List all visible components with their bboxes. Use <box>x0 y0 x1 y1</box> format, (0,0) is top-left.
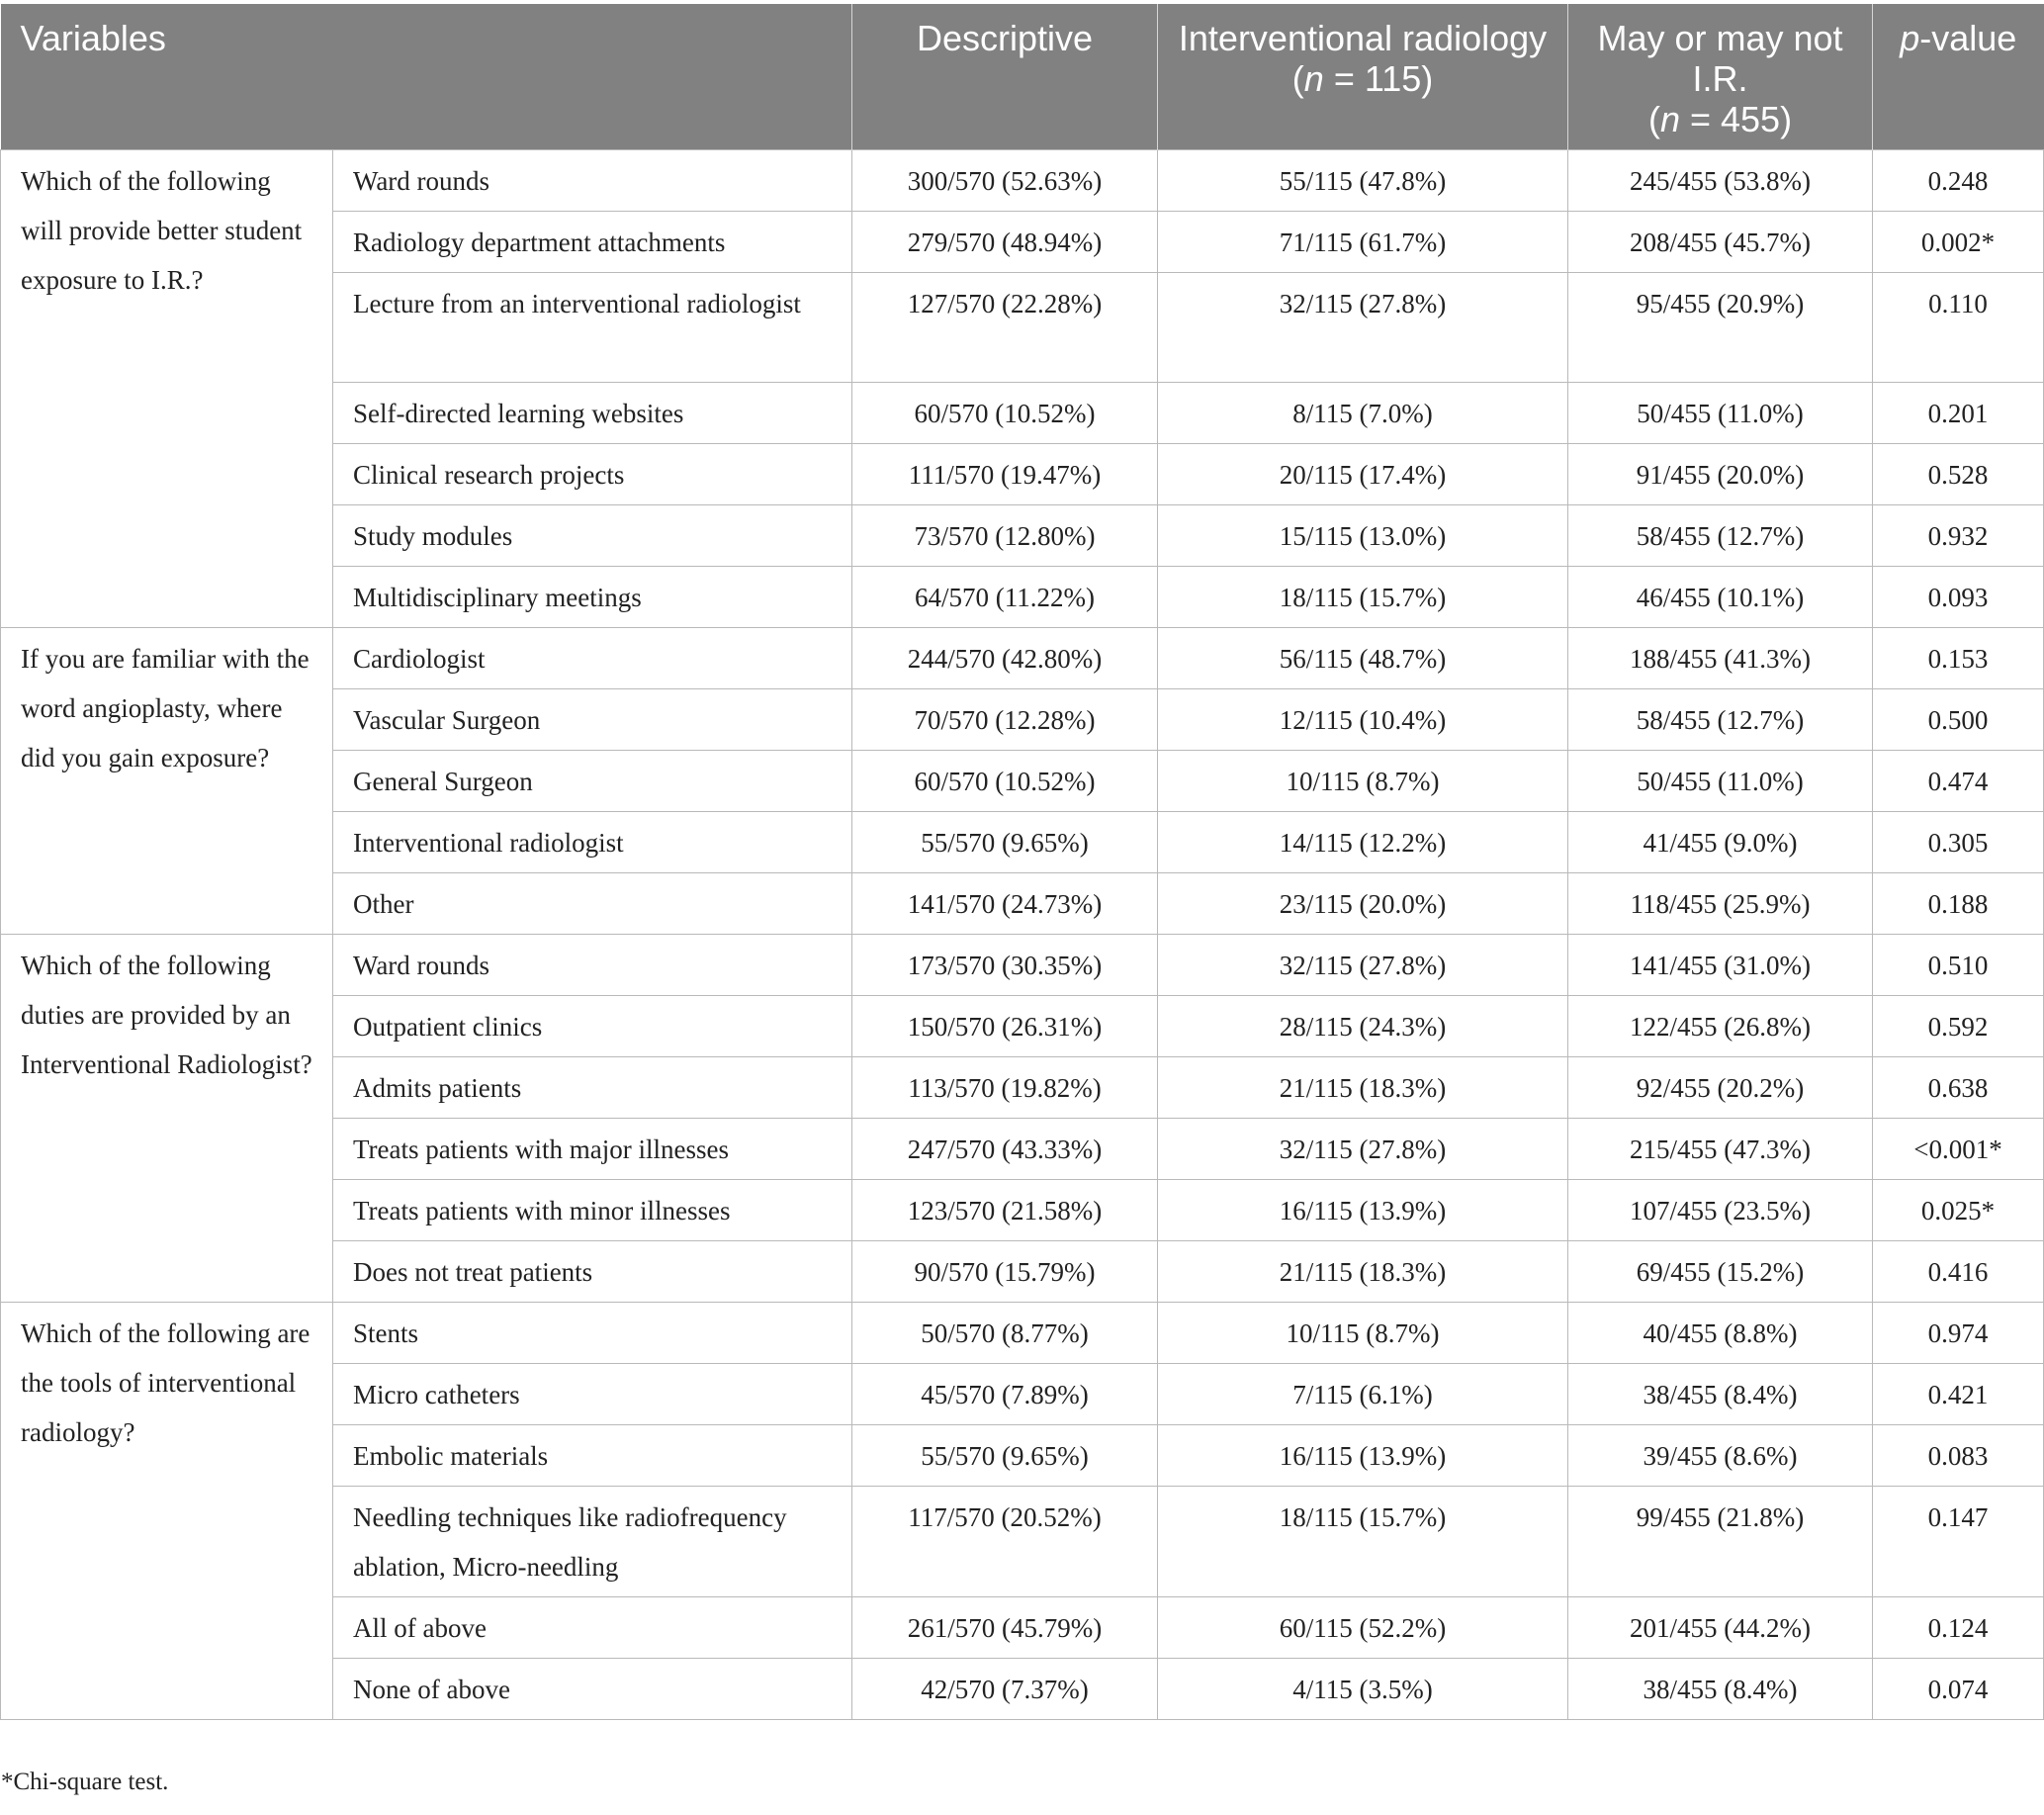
item-cell: Stents <box>333 1303 852 1364</box>
ir-cell: 8/115 (7.0%) <box>1158 383 1568 444</box>
item-cell: Other <box>333 873 852 935</box>
p-value-cell: 0.248 <box>1873 150 2044 212</box>
descriptive-cell: 113/570 (19.82%) <box>852 1057 1158 1119</box>
ir-cell: 10/115 (8.7%) <box>1158 751 1568 812</box>
p-value-cell: 0.147 <box>1873 1487 2044 1597</box>
item-cell: Does not treat patients <box>333 1241 852 1303</box>
ir-cell: 16/115 (13.9%) <box>1158 1425 1568 1487</box>
p-value-cell: 0.074 <box>1873 1659 2044 1720</box>
p-value-cell: 0.093 <box>1873 567 2044 628</box>
may-or-may-not-cell: 122/455 (26.8%) <box>1568 996 1873 1057</box>
may-or-may-not-cell: 95/455 (20.9%) <box>1568 273 1873 383</box>
may-or-may-not-cell: 41/455 (9.0%) <box>1568 812 1873 873</box>
descriptive-cell: 50/570 (8.77%) <box>852 1303 1158 1364</box>
item-cell: Ward rounds <box>333 935 852 996</box>
descriptive-cell: 55/570 (9.65%) <box>852 812 1158 873</box>
may-or-may-not-cell: 39/455 (8.6%) <box>1568 1425 1873 1487</box>
ir-cell: 21/115 (18.3%) <box>1158 1241 1568 1303</box>
ir-cell: 32/115 (27.8%) <box>1158 935 1568 996</box>
table-row <box>1 628 2044 689</box>
descriptive-cell: 141/570 (24.73%) <box>852 873 1158 935</box>
may-or-may-not-cell: 40/455 (8.8%) <box>1568 1303 1873 1364</box>
question-cell: Which of the following duties are provided by an Interventional Radiologist? <box>1 935 333 1303</box>
may-or-may-not-cell: 245/455 (53.8%) <box>1568 150 1873 212</box>
p-value-cell: <0.001* <box>1873 1119 2044 1180</box>
ir-cell: 20/115 (17.4%) <box>1158 444 1568 505</box>
item-cell: None of above <box>333 1659 852 1720</box>
item-cell: Self-directed learning websites <box>333 383 852 444</box>
p-value-cell: 0.416 <box>1873 1241 2044 1303</box>
descriptive-cell: 244/570 (42.80%) <box>852 628 1158 689</box>
header-descriptive: Descriptive <box>852 4 1158 150</box>
ir-cell: 32/115 (27.8%) <box>1158 273 1568 383</box>
p-value-cell: 0.153 <box>1873 628 2044 689</box>
ir-cell: 12/115 (10.4%) <box>1158 689 1568 751</box>
may-or-may-not-cell: 69/455 (15.2%) <box>1568 1241 1873 1303</box>
item-cell: Interventional radiologist <box>333 812 852 873</box>
p-value-cell: 0.305 <box>1873 812 2044 873</box>
may-or-may-not-cell: 215/455 (47.3%) <box>1568 1119 1873 1180</box>
ir-cell: 60/115 (52.2%) <box>1158 1597 1568 1659</box>
descriptive-cell: 123/570 (21.58%) <box>852 1180 1158 1241</box>
ir-cell: 10/115 (8.7%) <box>1158 1303 1568 1364</box>
descriptive-cell: 55/570 (9.65%) <box>852 1425 1158 1487</box>
item-cell: Vascular Surgeon <box>333 689 852 751</box>
item-cell: Study modules <box>333 505 852 567</box>
descriptive-cell: 127/570 (22.28%) <box>852 273 1158 383</box>
p-value-cell: 0.124 <box>1873 1597 2044 1659</box>
table-header <box>1 4 2044 150</box>
item-cell: Embolic materials <box>333 1425 852 1487</box>
descriptive-cell: 247/570 (43.33%) <box>852 1119 1158 1180</box>
p-value-cell: 0.500 <box>1873 689 2044 751</box>
ir-cell: 4/115 (3.5%) <box>1158 1659 1568 1720</box>
ir-cell: 7/115 (6.1%) <box>1158 1364 1568 1425</box>
p-value-cell: 0.474 <box>1873 751 2044 812</box>
p-value-cell: 0.025* <box>1873 1180 2044 1241</box>
p-value-cell: 0.638 <box>1873 1057 2044 1119</box>
descriptive-cell: 111/570 (19.47%) <box>852 444 1158 505</box>
item-cell: Multidisciplinary meetings <box>333 567 852 628</box>
item-cell: Cardiologist <box>333 628 852 689</box>
descriptive-cell: 60/570 (10.52%) <box>852 751 1158 812</box>
descriptive-cell: 117/570 (20.52%) <box>852 1487 1158 1597</box>
p-value-cell: 0.528 <box>1873 444 2044 505</box>
ir-cell: 32/115 (27.8%) <box>1158 1119 1568 1180</box>
ir-cell: 71/115 (61.7%) <box>1158 212 1568 273</box>
may-or-may-not-cell: 58/455 (12.7%) <box>1568 689 1873 751</box>
item-cell: General Surgeon <box>333 751 852 812</box>
ir-cell: 21/115 (18.3%) <box>1158 1057 1568 1119</box>
descriptive-cell: 45/570 (7.89%) <box>852 1364 1158 1425</box>
descriptive-cell: 60/570 (10.52%) <box>852 383 1158 444</box>
may-or-may-not-cell: 99/455 (21.8%) <box>1568 1487 1873 1597</box>
footnote: *Chi-square test. <box>1 1769 169 1795</box>
ir-cell: 23/115 (20.0%) <box>1158 873 1568 935</box>
may-or-may-not-cell: 38/455 (8.4%) <box>1568 1659 1873 1720</box>
may-or-may-not-cell: 118/455 (25.9%) <box>1568 873 1873 935</box>
item-cell: Ward rounds <box>333 150 852 212</box>
descriptive-cell: 279/570 (48.94%) <box>852 212 1158 273</box>
may-or-may-not-cell: 50/455 (11.0%) <box>1568 751 1873 812</box>
p-value-cell: 0.932 <box>1873 505 2044 567</box>
descriptive-cell: 150/570 (26.31%) <box>852 996 1158 1057</box>
header-variables: Variables <box>1 4 852 150</box>
p-value-cell: 0.201 <box>1873 383 2044 444</box>
p-value-cell: 0.110 <box>1873 273 2044 383</box>
may-or-may-not-cell: 201/455 (44.2%) <box>1568 1597 1873 1659</box>
descriptive-cell: 261/570 (45.79%) <box>852 1597 1158 1659</box>
table-row <box>1 935 2044 996</box>
header-may-or-may-not: May or may not I.R. (n = 455) <box>1568 4 1873 150</box>
table-row <box>1 150 2044 212</box>
ir-cell: 55/115 (47.8%) <box>1158 150 1568 212</box>
table-body <box>1 150 2044 1720</box>
p-value-cell: 0.002* <box>1873 212 2044 273</box>
item-cell: Outpatient clinics <box>333 996 852 1057</box>
question-cell: If you are familiar with the word angioplasty, where did you gain exposure? <box>1 628 333 935</box>
descriptive-cell: 300/570 (52.63%) <box>852 150 1158 212</box>
p-value-cell: 0.083 <box>1873 1425 2044 1487</box>
item-cell: Lecture from an interventional radiologist <box>333 273 852 383</box>
p-value-cell: 0.510 <box>1873 935 2044 996</box>
p-value-cell: 0.592 <box>1873 996 2044 1057</box>
ir-cell: 28/115 (24.3%) <box>1158 996 1568 1057</box>
may-or-may-not-cell: 188/455 (41.3%) <box>1568 628 1873 689</box>
question-cell: Which of the following are the tools of interventional radiology? <box>1 1303 333 1720</box>
header-interventional-radiology: Interventional radiology (n = 115) <box>1158 4 1568 150</box>
descriptive-cell: 90/570 (15.79%) <box>852 1241 1158 1303</box>
may-or-may-not-cell: 92/455 (20.2%) <box>1568 1057 1873 1119</box>
p-value-cell: 0.974 <box>1873 1303 2044 1364</box>
ir-cell: 18/115 (15.7%) <box>1158 567 1568 628</box>
ir-cell: 56/115 (48.7%) <box>1158 628 1568 689</box>
ir-cell: 15/115 (13.0%) <box>1158 505 1568 567</box>
item-cell: Treats patients with minor illnesses <box>333 1180 852 1241</box>
may-or-may-not-cell: 58/455 (12.7%) <box>1568 505 1873 567</box>
item-cell: Micro catheters <box>333 1364 852 1425</box>
descriptive-cell: 173/570 (30.35%) <box>852 935 1158 996</box>
may-or-may-not-cell: 91/455 (20.0%) <box>1568 444 1873 505</box>
may-or-may-not-cell: 208/455 (45.7%) <box>1568 212 1873 273</box>
ir-cell: 16/115 (13.9%) <box>1158 1180 1568 1241</box>
item-cell: Admits patients <box>333 1057 852 1119</box>
item-cell: Clinical research projects <box>333 444 852 505</box>
descriptive-cell: 42/570 (7.37%) <box>852 1659 1158 1720</box>
descriptive-cell: 64/570 (11.22%) <box>852 567 1158 628</box>
may-or-may-not-cell: 107/455 (23.5%) <box>1568 1180 1873 1241</box>
ir-cell: 18/115 (15.7%) <box>1158 1487 1568 1597</box>
results-table <box>0 4 2044 1720</box>
header-p-value: p-value <box>1873 4 2044 150</box>
item-cell: Radiology department attachments <box>333 212 852 273</box>
descriptive-cell: 70/570 (12.28%) <box>852 689 1158 751</box>
question-cell: Which of the following will provide better student exposure to I.R.? <box>1 150 333 628</box>
item-cell: All of above <box>333 1597 852 1659</box>
may-or-may-not-cell: 50/455 (11.0%) <box>1568 383 1873 444</box>
p-value-cell: 0.421 <box>1873 1364 2044 1425</box>
item-cell: Treats patients with major illnesses <box>333 1119 852 1180</box>
may-or-may-not-cell: 38/455 (8.4%) <box>1568 1364 1873 1425</box>
p-value-cell: 0.188 <box>1873 873 2044 935</box>
ir-cell: 14/115 (12.2%) <box>1158 812 1568 873</box>
may-or-may-not-cell: 46/455 (10.1%) <box>1568 567 1873 628</box>
table-row <box>1 1303 2044 1364</box>
descriptive-cell: 73/570 (12.80%) <box>852 505 1158 567</box>
item-cell: Needling techniques like radiofrequency ablation, Micro-needling <box>333 1487 852 1597</box>
may-or-may-not-cell: 141/455 (31.0%) <box>1568 935 1873 996</box>
